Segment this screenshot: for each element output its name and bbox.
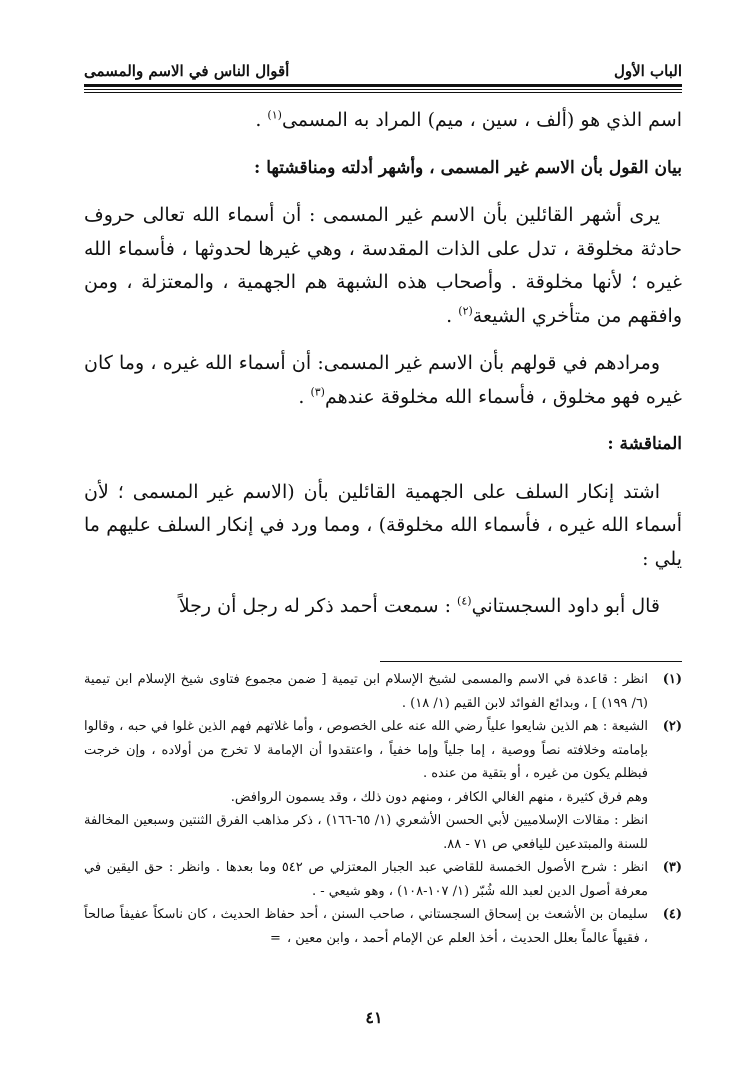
header-rule (84, 84, 682, 87)
section-heading: بيان القول بأن الاسم غير المسمى ، وأشهر أدلته ومناقشتها : (254, 157, 682, 178)
footnote-number: (٣) (662, 860, 682, 875)
section-heading: المناقشة : (607, 434, 682, 454)
paragraph: اسم الذي هو (ألف ، سين ، ميم) المراد به المسمى$^{(١)}$ . (255, 108, 682, 131)
page-number: ٤١ (365, 1008, 383, 1027)
footnote (84, 668, 682, 715)
header-rule-thin (84, 92, 682, 93)
footnotes (84, 668, 682, 950)
footnote (84, 715, 682, 856)
header-rule-thin (84, 89, 682, 90)
paragraph: اشتد إنكار السلف على الجهمية القائلين بأن (الاسم غير المسمى ؛ لأن أسماء الله غيره ، فأسماء الله مخلوقة) ، ومما ورد في إنكار السلف عليهم ما يلي : (84, 480, 682, 570)
header-chapter: الباب الأول (613, 62, 682, 80)
footnote-text: سليمان بن الأشعث بن إسحاق السجستاني ، صاحب السنن ، أحد حفاظ الحديث ، كان ناسكاً عفيفاً صالحاً ، فقيهاً عالماً بعلل الحديث ، أخذ العلم عن الإمام أحمد ، وابن معين ،= (84, 907, 648, 946)
footnote-ref[interactable]: (٣) (310, 385, 325, 399)
footnote-ref[interactable]: (٤) (457, 594, 472, 608)
footnote (84, 856, 682, 903)
footnote-ref[interactable]: (٢) (458, 304, 473, 318)
footnote-number: (٤) (662, 907, 682, 922)
running-header (84, 56, 682, 80)
footnote-text: انظر : مقالات الإسلاميين لأبي الحسن الأشعري (١/ ٦٥-١٦٦) ، ذكر مذاهب الفرق الثنتين وسبعين المخالفة للسنة والمبتدعين لليافعي ص ٧١ - ٨٨. (84, 813, 648, 852)
paragraph: ومرادهم في قولهم بأن الاسم غير المسمى: أن أسماء الله غيره ، وما كان غيره فهو مخلوق ، فأسماء الله مخلوقة عندهم$^{(٣)}$ . (84, 352, 682, 408)
footnote-number: (٢) (662, 719, 682, 734)
footnote-text: الشيعة : هم الذين شايعوا علياً رضي الله عنه على الخصوص ، وأما غلاتهم فهم الذين غلوا في حبه ، وقالوا بإمامته وخلافته نصاً ووصية ، إما جلياً وإما خفياً ، واعتقدوا أن الإمامة لا تخرج من أولاده ، وإن خرجت فبظلم يكون من غيره ، أو بتقية من عنده . (84, 719, 648, 781)
footnote-text: انظر : قاعدة في الاسم والمسمى لشيخ الإسلام ابن تيمية [ ضمن مجموع فتاوى شيخ الإسلام ابن تيمية (٦/ ١٩٩) ] ، وبدائع الفوائد لابن القيم (١/ ١٨) . (84, 672, 648, 711)
footnote-separator (380, 661, 682, 662)
footnote-text: وهم فرق كثيرة ، منهم الغالي الكافر ، ومنهم دون ذلك ، وقد يسمون الروافض. (230, 789, 648, 805)
paragraph: يرى أشهر القائلين بأن الاسم غير المسمى : أن أسماء الله تعالى حروف حادثة مخلوقة ، تدل على الذات المقدسة ، وهي غيرها لحدوثها ، فأسماء الله غيره ؛ لأنها مخلوقة . وأصحاب هذه الشبهة هم الجهمية ، والمعتزلة ، ومن وافقهم من متأخري الشيعة$^{(٢)}$ . (84, 204, 682, 327)
footnote (84, 903, 682, 950)
continuation-mark: = (270, 930, 281, 946)
footnote-text: انظر : شرح الأصول الخمسة للقاضي عبد الجبار المعتزلي ص ٥٤٢ وما بعدها . وانظر : حق اليقين في معرفة أصول الدين لعبد الله شُبّر (١/ ١٠٧-١٠٨) ، وهو شيعي - . (84, 860, 648, 899)
footnote-number: (١) (662, 672, 682, 687)
header-section: أقوال الناس في الاسم والمسمى (84, 62, 290, 80)
main-text (84, 104, 682, 638)
paragraph: قال أبو داود السجستاني$^{(٤)}$ : سمعت أحمد ذكر له رجل أن رجلاً (178, 594, 660, 617)
footnote-ref[interactable]: (١) (267, 108, 282, 122)
